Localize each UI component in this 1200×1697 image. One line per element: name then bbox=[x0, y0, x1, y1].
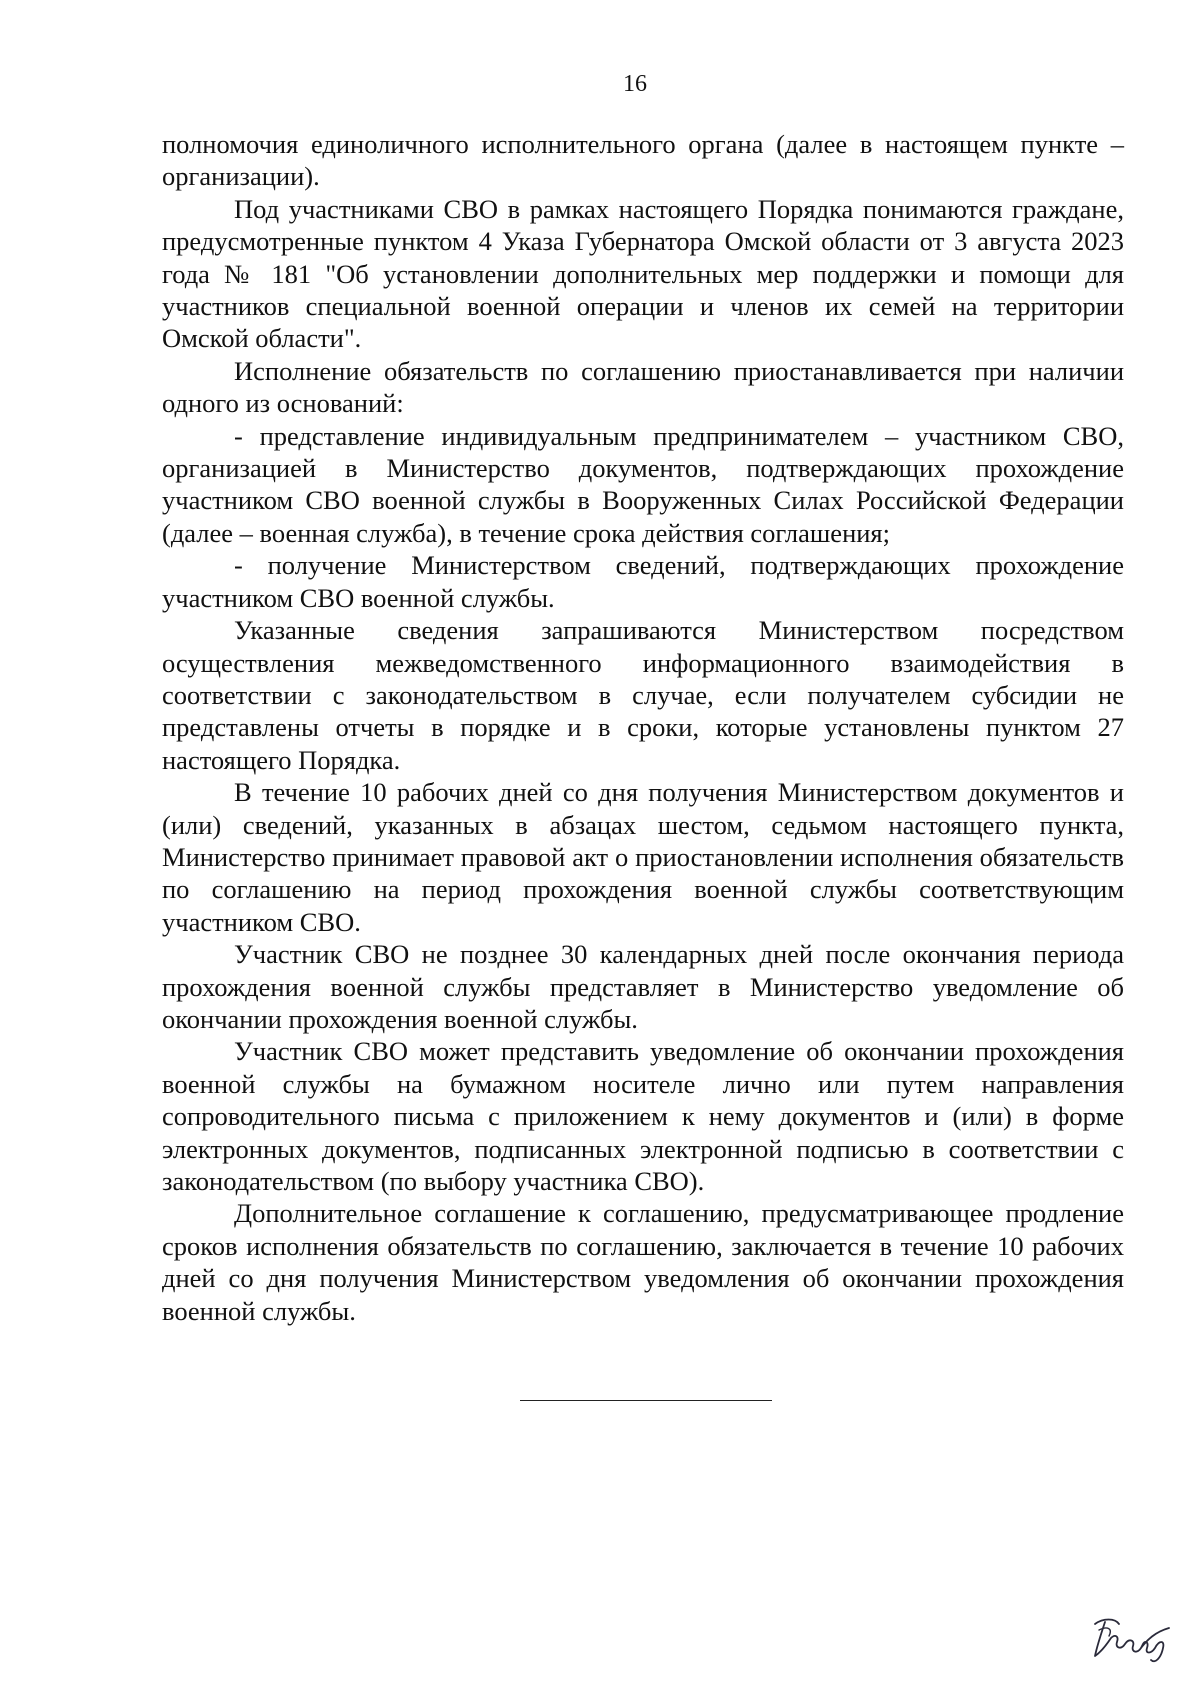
paragraph-suspension-grounds: Исполнение обязательств по соглашению приостанавливается при наличии одного из оснований: bbox=[162, 355, 1124, 419]
paragraph-information-request: Указанные сведения запрашиваются Министерством посредством осуществления межведомственного информационного взаимодействия в соответствии с законодательством в случае, если получателем субсидии не представлены отчеты в порядке и в сроки, которые установлены пунктом 27 настоящего Порядка. bbox=[162, 615, 1124, 775]
paragraph-additional-agreement: Дополнительное соглашение к соглашению, предусматривающее продление сроков исполнения обязательств по соглашению, заключается в течение 10 рабочих дней со дня получения Министерством уведомления об окончании прохождения военной службы. bbox=[162, 1198, 1124, 1326]
end-of-text-rule bbox=[520, 1400, 772, 1401]
paragraph-svo-participants-definition: Под участниками СВО в рамках настоящего Порядка понимаются граждане, предусмотренные пунктом 4 Указа Губернатора Омской области от 3 августа 2023 года № 181 "Об установлении дополнительных мер поддержки и помощи для участников специальной военной операции и членов их семей на территории Омской области". bbox=[162, 193, 1124, 354]
paragraph-notification-deadline: Участник СВО не позднее 30 календарных дней после окончания периода прохождения военной службы представляет в Министерство уведомление об окончании прохождения военной службы. bbox=[162, 939, 1124, 1034]
paragraph-legal-act: В течение 10 рабочих дней со дня получения Министерством документов и (или) сведений, указанных в абзацах шестом, седьмом настоящего пункта, Министерство принимает правовой акт о приостановлении исполнения обязательств по соглашению на период прохождения военной службы соответствующим участником СВО. bbox=[162, 777, 1124, 937]
handwritten-initials-signature bbox=[1085, 1610, 1180, 1666]
paragraph-ground-information: - получение Министерством сведений, подтверждающих прохождение участником СВО военной службы. bbox=[162, 550, 1124, 613]
paragraph-continuation: полномочия единоличного исполнительного органа (далее в настоящем пункте – организации). bbox=[162, 129, 1124, 192]
document-body bbox=[162, 128, 1124, 1327]
paragraph-ground-documents: - представление индивидуальным предпринимателем – участником СВО, организацией в Министерство документов, подтверждающих прохождение участником СВО военной службы в Вооруженных Силах Российской Федерации (далее – военная служба), в течение срока действия соглашения; bbox=[162, 420, 1124, 548]
paragraph-notification-method: Участник СВО может представить уведомление об окончании прохождения военной службы на бумажном носителе лично или путем направления сопроводительного письма с приложением к нему документов и (или) в форме электронных документов, подписанных электронной подписью в соответствии с законодательством (по выбору участника СВО). bbox=[162, 1036, 1124, 1196]
page-number: 16 bbox=[623, 71, 647, 97]
